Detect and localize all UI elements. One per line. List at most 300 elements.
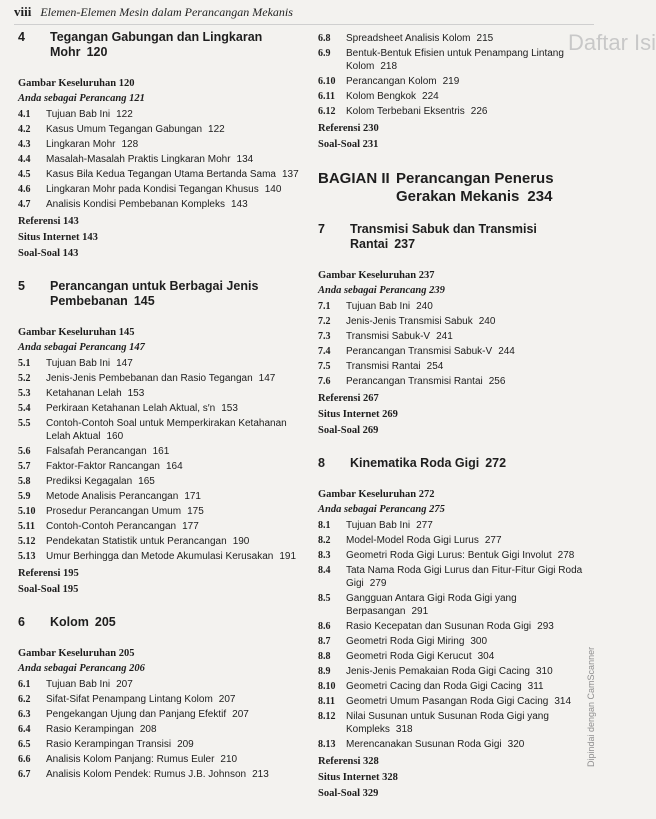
section-title: Nilai Susunan untuk Susunan Roda Gigi yang Kompleks bbox=[346, 711, 549, 735]
section-page: 160 bbox=[106, 431, 124, 442]
toc-entry bbox=[18, 153, 303, 166]
tail-entry bbox=[318, 786, 588, 801]
section-title: Perancangan Kolom bbox=[346, 76, 437, 87]
section-title-wrap bbox=[346, 620, 588, 633]
section-title-wrap bbox=[46, 535, 303, 548]
section-page: 304 bbox=[477, 651, 495, 662]
chapter-number: 6 bbox=[18, 615, 25, 629]
toc-entry bbox=[18, 417, 303, 443]
section-title: Perancangan Transmisi Rantai bbox=[346, 376, 483, 387]
toc-entry bbox=[318, 635, 588, 648]
section-title: Merencanakan Susunan Roda Gigi bbox=[346, 739, 502, 750]
section-number: 5.10 bbox=[18, 506, 36, 517]
toc-entry bbox=[318, 315, 588, 328]
tail-label: Referensi bbox=[318, 756, 361, 767]
chapter-page: 145 bbox=[133, 294, 155, 308]
toc-entry bbox=[18, 768, 303, 781]
chapter-number: 5 bbox=[18, 279, 25, 293]
section-number: 6.3 bbox=[18, 709, 31, 720]
tail-entry bbox=[18, 582, 303, 597]
tail-label: Soal-Soal bbox=[318, 425, 361, 436]
toc-entry bbox=[318, 47, 588, 73]
section-page: 278 bbox=[557, 550, 575, 561]
chapter-page: 120 bbox=[86, 45, 108, 59]
section-title: Kasus Bila Kedua Tegangan Utama Bertanda Sama bbox=[46, 169, 276, 180]
section-page: 241 bbox=[436, 331, 453, 342]
section-title: Analisis Kondisi Pembebanan Kompleks bbox=[46, 199, 225, 210]
section-title: Tata Nama Roda Gigi Lurus dan Fitur-Fitur Gigi Roda Gigi bbox=[346, 565, 583, 589]
section-number: 6.7 bbox=[18, 769, 31, 780]
section-title: Kasus Umum Tegangan Gabungan bbox=[46, 124, 203, 135]
toc-entry bbox=[318, 650, 588, 663]
section-page: 164 bbox=[165, 461, 183, 472]
chapter-heading bbox=[318, 456, 588, 471]
page-header bbox=[14, 4, 594, 25]
toc-entry bbox=[318, 105, 588, 118]
section-number: 8.10 bbox=[318, 681, 336, 692]
section-page: 293 bbox=[537, 621, 554, 632]
section-page: 171 bbox=[184, 491, 201, 502]
chapter-heading bbox=[318, 222, 588, 252]
section-number: 8.4 bbox=[318, 565, 331, 576]
overview-label: Gambar Keseluruhan bbox=[318, 270, 417, 281]
toc-entry bbox=[18, 357, 303, 370]
tail-label: Soal-Soal bbox=[318, 788, 361, 799]
part-label: BAGIAN II bbox=[318, 170, 390, 187]
designer-line bbox=[318, 502, 588, 517]
chapter-page: 237 bbox=[394, 237, 416, 251]
section-title-wrap bbox=[46, 693, 303, 706]
tail-page: 195 bbox=[63, 568, 79, 579]
section-title: Pengekangan Ujung dan Panjang Efektif bbox=[46, 709, 227, 720]
tail-label: Soal-Soal bbox=[18, 584, 61, 595]
toc-entry bbox=[318, 620, 588, 633]
toc-entry bbox=[18, 708, 303, 721]
section-title-wrap bbox=[46, 357, 303, 370]
chapter-heading bbox=[18, 615, 303, 630]
section-page: 175 bbox=[187, 506, 204, 517]
toc-entry bbox=[18, 535, 303, 548]
tail-label: Situs Internet bbox=[318, 409, 380, 420]
section-title: Tujuan Bab Ini bbox=[46, 679, 111, 690]
section-page: 318 bbox=[395, 724, 413, 735]
scanner-note: Dipindai dengan CamScanner bbox=[586, 646, 596, 767]
section-title-wrap bbox=[346, 360, 588, 373]
section-page: 240 bbox=[416, 301, 433, 312]
section-title-wrap bbox=[46, 460, 303, 473]
section-page: 165 bbox=[138, 476, 155, 487]
section-title-wrap bbox=[46, 387, 303, 400]
toc-entry bbox=[18, 123, 303, 136]
section-title-wrap bbox=[346, 519, 588, 532]
toc-entry bbox=[318, 330, 588, 343]
section-title-wrap bbox=[46, 550, 303, 563]
overview-line bbox=[18, 76, 303, 91]
section-title-wrap bbox=[346, 315, 588, 328]
section-number: 8.5 bbox=[318, 593, 331, 604]
chapter-heading bbox=[18, 279, 303, 309]
section-title: Kolom Terbebani Eksentris bbox=[346, 106, 465, 117]
toc-entry bbox=[18, 738, 303, 751]
chapter-title: Perancangan untuk Berbagai Jenis Pembebanan bbox=[50, 279, 259, 308]
section-number: 5.13 bbox=[18, 551, 36, 562]
designer-line bbox=[18, 661, 303, 676]
section-number: 8.1 bbox=[318, 520, 331, 531]
tail-page: 231 bbox=[362, 139, 379, 150]
section-page: 277 bbox=[484, 535, 502, 546]
designer-line bbox=[318, 283, 588, 298]
toc-entry bbox=[18, 108, 303, 121]
part-title-wrap bbox=[396, 170, 588, 206]
section-title-wrap bbox=[46, 445, 303, 458]
section-page: 256 bbox=[488, 376, 506, 387]
tail-entry bbox=[318, 770, 588, 785]
tail-entry bbox=[18, 214, 303, 229]
designer-label: Anda sebagai Perancang bbox=[18, 93, 127, 104]
section-number: 7.3 bbox=[318, 331, 331, 342]
toc-entry bbox=[18, 520, 303, 533]
tail-page: 230 bbox=[363, 123, 379, 134]
section-page: 224 bbox=[422, 91, 439, 102]
section-title: Jenis-Jenis Pemakaian Roda Gigi Cacing bbox=[346, 666, 530, 677]
section-number: 8.2 bbox=[318, 535, 331, 546]
toc-entry bbox=[18, 753, 303, 766]
toc-entry bbox=[18, 723, 303, 736]
section-number: 6.6 bbox=[18, 754, 31, 765]
chapter-title: Transmisi Sabuk dan Transmisi Rantai bbox=[350, 222, 537, 251]
section-title: Contoh-Contoh Perancangan bbox=[46, 521, 177, 532]
section-page: 143 bbox=[231, 199, 248, 210]
toc-entry bbox=[318, 90, 588, 103]
section-number: 7.2 bbox=[318, 316, 331, 327]
chapter-title-wrap bbox=[350, 456, 588, 471]
overview-line bbox=[318, 487, 588, 502]
tail-label: Soal-Soal bbox=[318, 139, 361, 150]
section-page: 213 bbox=[252, 769, 269, 780]
right-column bbox=[318, 30, 588, 819]
section-title-wrap bbox=[46, 183, 303, 196]
toc-entry bbox=[18, 460, 303, 473]
toc-entry bbox=[18, 198, 303, 211]
section-title: Geometri Roda Gigi Miring bbox=[346, 636, 465, 647]
section-title-wrap bbox=[46, 123, 303, 136]
tail-entry bbox=[18, 230, 303, 245]
overview-line bbox=[318, 268, 588, 283]
toc-entry bbox=[18, 505, 303, 518]
section-number: 5.8 bbox=[18, 476, 31, 487]
section-number: 6.8 bbox=[318, 33, 331, 44]
section-page: 310 bbox=[535, 666, 553, 677]
section-page: 219 bbox=[442, 76, 460, 87]
section-title: Transmisi Rantai bbox=[346, 361, 421, 372]
tail-page: 328 bbox=[382, 772, 398, 783]
section-number: 4.1 bbox=[18, 109, 31, 120]
designer-page: 239 bbox=[429, 285, 445, 296]
toc-entry bbox=[18, 183, 303, 196]
section-title: Bentuk-Bentuk Efisien untuk Penampang Lintang Kolom bbox=[346, 48, 564, 72]
part-heading bbox=[318, 170, 588, 206]
section-title-wrap bbox=[46, 198, 303, 211]
section-title: Jenis-Jenis Transmisi Sabuk bbox=[346, 316, 473, 327]
section-title: Prediksi Kegagalan bbox=[46, 476, 133, 487]
tail-page: 269 bbox=[362, 425, 379, 436]
section-title: Masalah-Masalah Praktis Lingkaran Mohr bbox=[46, 154, 231, 165]
section-number: 4.5 bbox=[18, 169, 31, 180]
section-page: 147 bbox=[116, 358, 133, 369]
overview-label: Gambar Keseluruhan bbox=[18, 648, 117, 659]
chapter-number: 8 bbox=[318, 456, 325, 470]
section-title-wrap bbox=[346, 47, 588, 73]
section-title: Rasio Kerampingan bbox=[46, 724, 134, 735]
chapter-title: Kinematika Roda Gigi bbox=[350, 456, 480, 470]
page-number: viii bbox=[14, 4, 32, 19]
chapter-page: 272 bbox=[485, 456, 507, 470]
designer-page: 275 bbox=[429, 504, 445, 515]
tail-label: Referensi bbox=[318, 123, 361, 134]
tail-page: 195 bbox=[62, 584, 79, 595]
section-number: 8.12 bbox=[318, 711, 336, 722]
tail-label: Referensi bbox=[18, 216, 61, 227]
section-number: 6.12 bbox=[318, 106, 336, 117]
tail-entry bbox=[18, 566, 303, 581]
overview-label: Gambar Keseluruhan bbox=[18, 327, 117, 338]
section-title-wrap bbox=[346, 710, 588, 736]
section-page: 218 bbox=[380, 61, 398, 72]
section-number: 8.6 bbox=[318, 621, 331, 632]
chapter-block bbox=[318, 456, 588, 801]
section-title: Analisis Kolom Panjang: Rumus Euler bbox=[46, 754, 215, 765]
section-title: Tujuan Bab Ini bbox=[346, 520, 411, 531]
section-page: 300 bbox=[470, 636, 488, 647]
designer-page: 206 bbox=[129, 663, 145, 674]
section-page: 215 bbox=[476, 33, 494, 44]
section-number: 4.4 bbox=[18, 154, 31, 165]
section-number: 6.5 bbox=[18, 739, 31, 750]
section-number: 6.4 bbox=[18, 724, 31, 735]
toc-entry bbox=[18, 387, 303, 400]
overview-page: 205 bbox=[118, 648, 135, 659]
section-page: 240 bbox=[478, 316, 496, 327]
chapter-block bbox=[18, 30, 303, 261]
tail-entry bbox=[318, 391, 588, 406]
chapter-title-wrap bbox=[50, 615, 303, 630]
section-title-wrap bbox=[346, 375, 588, 388]
section-title-wrap bbox=[346, 32, 588, 45]
section-title: Rasio Kerampingan Transisi bbox=[46, 739, 172, 750]
section-title: Metode Analisis Perancangan bbox=[46, 491, 179, 502]
section-title: Ketahanan Lelah bbox=[46, 388, 122, 399]
toc-entry bbox=[18, 168, 303, 181]
chapter-title-wrap bbox=[50, 279, 303, 309]
section-number: 7.4 bbox=[318, 346, 331, 357]
section-page: 311 bbox=[527, 681, 544, 692]
section-number: 5.5 bbox=[18, 418, 31, 429]
designer-label: Anda sebagai Perancang bbox=[18, 342, 127, 353]
tail-entry bbox=[318, 754, 588, 769]
section-number: 6.10 bbox=[318, 76, 336, 87]
tail-entry bbox=[318, 121, 588, 136]
chapter-title-wrap bbox=[50, 30, 303, 60]
section-number: 4.3 bbox=[18, 139, 31, 150]
designer-label: Anda sebagai Perancang bbox=[318, 285, 427, 296]
chapter-block bbox=[18, 615, 303, 781]
section-title: Analisis Kolom Pendek: Rumus J.B. Johnson bbox=[46, 769, 247, 780]
section-title-wrap bbox=[346, 534, 588, 547]
section-title: Faktor-Faktor Rancangan bbox=[46, 461, 160, 472]
section-page: 314 bbox=[554, 696, 572, 707]
section-title: Perkiraan Ketahanan Lelah Aktual, s′n bbox=[46, 403, 216, 414]
section-page: 140 bbox=[264, 184, 282, 195]
section-page: 254 bbox=[426, 361, 444, 372]
toc-entry bbox=[18, 138, 303, 151]
section-title: Tujuan Bab Ini bbox=[46, 109, 111, 120]
section-page: 226 bbox=[470, 106, 488, 117]
tail-page: 267 bbox=[363, 393, 379, 404]
section-title-wrap bbox=[346, 680, 588, 693]
tail-page: 328 bbox=[363, 756, 379, 767]
section-title: Rasio Kecepatan dan Susunan Roda Gigi bbox=[346, 621, 532, 632]
section-page: 122 bbox=[116, 109, 133, 120]
designer-line bbox=[18, 340, 303, 355]
toc-entry bbox=[18, 372, 303, 385]
toc-entry bbox=[318, 345, 588, 358]
section-title: Geometri Umum Pasangan Roda Gigi Cacing bbox=[346, 696, 549, 707]
toc-entry bbox=[18, 693, 303, 706]
section-page: 134 bbox=[236, 154, 254, 165]
overview-label: Gambar Keseluruhan bbox=[318, 489, 417, 500]
section-title: Umur Berhingga dan Metode Akumulasi Kerusakan bbox=[46, 551, 274, 562]
tail-entry bbox=[318, 407, 588, 422]
section-number: 5.2 bbox=[18, 373, 31, 384]
tail-entry bbox=[318, 423, 588, 438]
section-number: 5.7 bbox=[18, 461, 31, 472]
section-page: 161 bbox=[152, 446, 170, 457]
toc-entry bbox=[318, 360, 588, 373]
tail-page: 143 bbox=[62, 248, 79, 259]
section-title-wrap bbox=[346, 300, 588, 313]
toc-entry bbox=[318, 665, 588, 678]
toc-entry bbox=[18, 490, 303, 503]
toc-entry bbox=[318, 75, 588, 88]
toc-entry bbox=[18, 402, 303, 415]
section-title: Prosedur Perancangan Umum bbox=[46, 506, 182, 517]
section-page: 122 bbox=[208, 124, 225, 135]
toc-entry bbox=[18, 678, 303, 691]
section-number: 7.1 bbox=[318, 301, 331, 312]
chapter-number: 7 bbox=[318, 222, 325, 236]
section-title-wrap bbox=[46, 108, 303, 121]
section-title: Tujuan Bab Ini bbox=[346, 301, 411, 312]
toc-entry bbox=[318, 564, 588, 590]
section-number: 5.9 bbox=[18, 491, 31, 502]
section-page: 147 bbox=[258, 373, 276, 384]
section-title-wrap bbox=[46, 768, 303, 781]
designer-line bbox=[18, 91, 303, 106]
section-title: Geometri Roda Gigi Kerucut bbox=[346, 651, 472, 662]
section-title-wrap bbox=[46, 153, 303, 166]
toc-entry bbox=[18, 445, 303, 458]
section-title: Jenis-Jenis Pembebanan dan Rasio Tegangan bbox=[46, 373, 253, 384]
chapter-heading bbox=[18, 30, 303, 60]
section-page: 291 bbox=[411, 606, 429, 617]
section-number: 8.13 bbox=[318, 739, 336, 750]
section-title: Gangguan Antara Gigi Roda Gigi yang Berpasangan bbox=[346, 593, 517, 617]
section-title-wrap bbox=[346, 695, 588, 708]
tail-label: Referensi bbox=[318, 393, 361, 404]
section-title: Transmisi Sabuk-V bbox=[346, 331, 431, 342]
toc-entry bbox=[318, 710, 588, 736]
section-title-wrap bbox=[46, 138, 303, 151]
section-title-wrap bbox=[346, 650, 588, 663]
section-number: 5.3 bbox=[18, 388, 31, 399]
section-number: 6.9 bbox=[318, 48, 331, 59]
section-title-wrap bbox=[346, 635, 588, 648]
section-page: 207 bbox=[232, 709, 249, 720]
toc-entry bbox=[18, 550, 303, 563]
section-number: 5.4 bbox=[18, 403, 31, 414]
section-page: 128 bbox=[121, 139, 139, 150]
section-number: 4.7 bbox=[18, 199, 31, 210]
section-page: 279 bbox=[369, 578, 387, 589]
section-page: 320 bbox=[507, 739, 525, 750]
overview-line bbox=[18, 325, 303, 340]
section-title-wrap bbox=[46, 490, 303, 503]
section-number: 8.11 bbox=[318, 696, 335, 707]
section-number: 8.8 bbox=[318, 651, 331, 662]
section-title: Kolom Bengkok bbox=[346, 91, 417, 102]
toc-entry bbox=[318, 549, 588, 562]
section-page: 208 bbox=[139, 724, 157, 735]
bleed-through-text: Daftar Isi bbox=[568, 30, 656, 55]
overview-page: 120 bbox=[118, 78, 135, 89]
section-title-wrap bbox=[346, 330, 588, 343]
section-number: 8.3 bbox=[318, 550, 331, 561]
continued-chapter-block bbox=[318, 32, 588, 152]
section-title-wrap bbox=[46, 753, 303, 766]
overview-line bbox=[18, 646, 303, 661]
section-number: 8.9 bbox=[318, 666, 331, 677]
chapter-page: 205 bbox=[94, 615, 116, 629]
part-page: 234 bbox=[527, 188, 553, 205]
section-title-wrap bbox=[346, 105, 588, 118]
tail-label: Situs Internet bbox=[18, 232, 80, 243]
toc-entry bbox=[318, 695, 588, 708]
toc-entry bbox=[318, 738, 588, 751]
section-title-wrap bbox=[346, 90, 588, 103]
section-title: Perancangan Transmisi Sabuk-V bbox=[346, 346, 493, 357]
chapter-title: Kolom bbox=[50, 615, 89, 629]
section-page: 190 bbox=[232, 536, 250, 547]
section-page: 177 bbox=[182, 521, 199, 532]
section-title-wrap bbox=[46, 168, 303, 181]
section-number: 6.2 bbox=[18, 694, 31, 705]
section-title: Geometri Cacing dan Roda Gigi Cacing bbox=[346, 681, 522, 692]
toc-entry bbox=[318, 680, 588, 693]
section-number: 7.6 bbox=[318, 376, 331, 387]
section-title: Sifat-Sifat Penampang Lintang Kolom bbox=[46, 694, 213, 705]
overview-page: 145 bbox=[118, 327, 135, 338]
section-title: Lingkaran Mohr pada Kondisi Tegangan Khusus bbox=[46, 184, 259, 195]
section-title-wrap bbox=[346, 665, 588, 678]
section-title: Tujuan Bab Ini bbox=[46, 358, 111, 369]
section-number: 6.1 bbox=[18, 679, 31, 690]
toc-entry bbox=[318, 375, 588, 388]
tail-label: Referensi bbox=[18, 568, 61, 579]
section-page: 207 bbox=[218, 694, 236, 705]
designer-page: 147 bbox=[129, 342, 145, 353]
chapter-block bbox=[318, 222, 588, 438]
section-title-wrap bbox=[346, 75, 588, 88]
